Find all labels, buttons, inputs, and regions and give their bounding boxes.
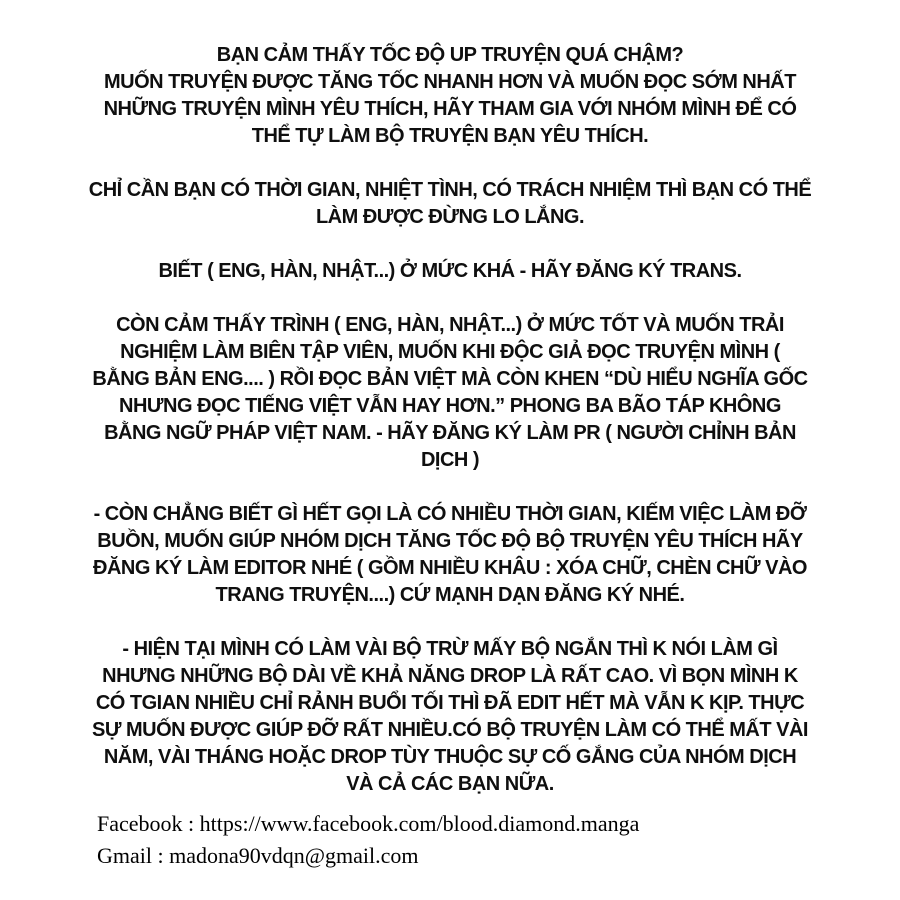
notice-line: NHƯNG ĐỌC TIẾNG VIỆT VẪN HAY HƠN.” PHONG BA BÃO TÁP KHÔNG bbox=[119, 395, 781, 417]
contact-info bbox=[97, 808, 639, 872]
notice-line: TRANG TRUYỆN....) CỨ MẠNH DẠN ĐĂNG KÝ NHÉ. bbox=[215, 584, 685, 606]
notice-paragraph-status bbox=[30, 636, 870, 798]
notice-line: ĐĂNG KÝ LÀM EDITOR NHÉ ( GỒM NHIỀU KHÂU : XÓA CHỮ, CHÈN CHỮ VÀO bbox=[93, 557, 807, 579]
notice-line: LÀM ĐƯỢC ĐỪNG LO LẮNG. bbox=[315, 206, 585, 228]
notice-line: MUỐN TRUYỆN ĐƯỢC TĂNG TỐC NHANH HƠN VÀ MUỐN ĐỌC SỚM NHẤT bbox=[104, 71, 796, 93]
notice-line: NHỮNG TRUYỆN MÌNH YÊU THÍCH, HÃY THAM GIA VỚI NHÓM MÌNH ĐỂ CÓ bbox=[103, 98, 797, 120]
notice-line: NHƯNG NHỮNG BỘ DÀI VỀ KHẢ NĂNG DROP LÀ RẤT CAO. VÌ BỌN MÌNH K bbox=[102, 665, 798, 687]
notice-line: BẠN CẢM THẤY TỐC ĐỘ UP TRUYỆN QUÁ CHẬM? bbox=[216, 44, 684, 66]
notice-line: CÓ TGIAN NHIỀU CHỈ RẢNH BUỔI TỐI THÌ ĐÃ EDIT HẾT MÀ VẪN K KỊP. THỰC bbox=[95, 692, 805, 714]
notice-line: SỰ MUỐN ĐƯỢC GIÚP ĐỠ RẤT NHIỀU.CÓ BỘ TRUYỆN LÀM CÓ THỂ MẤT VÀI bbox=[92, 719, 808, 741]
facebook-url: https://www.facebook.com/blood.diamond.manga bbox=[199, 811, 640, 836]
notice-line: NĂM, VÀI THÁNG HOẶC DROP TÙY THUỘC SỰ CỐ GẮNG CỦA NHÓM DỊCH bbox=[103, 746, 797, 768]
notice-paragraph-intro bbox=[30, 42, 870, 150]
recruitment-notice bbox=[30, 42, 870, 825]
notice-paragraph-translator bbox=[30, 258, 870, 285]
notice-line: BẰNG BẢN ENG.... ) RỒI ĐỌC BẢN VIỆT MÀ CÒN KHEN “DÙ HIỂU NGHĨA GỐC bbox=[92, 368, 808, 390]
gmail-address: madona90vdqn@gmail.com bbox=[169, 843, 419, 868]
notice-line: VÀ CẢ CÁC BẠN NỮA. bbox=[346, 773, 554, 795]
notice-line: BUỒN, MUỐN GIÚP NHÓM DỊCH TĂNG TỐC ĐỘ BỘ TRUYỆN YÊU THÍCH HÃY bbox=[97, 530, 803, 552]
notice-line: DỊCH ) bbox=[420, 449, 480, 471]
notice-line: CHỈ CẦN BẠN CÓ THỜI GIAN, NHIỆT TÌNH, CÓ TRÁCH NHIỆM THÌ BẠN CÓ THỂ bbox=[88, 179, 812, 201]
facebook-contact-line bbox=[97, 808, 639, 840]
notice-line: BẰNG NGỮ PHÁP VIỆT NAM. - HÃY ĐĂNG KÝ LÀM PR ( NGƯỜI CHỈNH BẢN bbox=[104, 422, 796, 444]
gmail-contact-line bbox=[97, 840, 639, 872]
notice-paragraph-proofreader bbox=[30, 312, 870, 474]
facebook-label: Facebook : bbox=[97, 811, 195, 836]
notice-line: CÒN CẢM THẤY TRÌNH ( ENG, HÀN, NHẬT...) Ở MỨC TỐT VÀ MUỐN TRẢI bbox=[116, 314, 784, 336]
notice-paragraph-editor bbox=[30, 501, 870, 609]
notice-line: THỂ TỰ LÀM BỘ TRUYỆN BẠN YÊU THÍCH. bbox=[251, 125, 649, 147]
gmail-label: Gmail : bbox=[97, 843, 164, 868]
notice-line: NGHIỆM LÀM BIÊN TẬP VIÊN, MUỐN KHI ĐỘC GIẢ ĐỌC TRUYỆN MÌNH ( bbox=[120, 341, 780, 363]
notice-line: - CÒN CHẲNG BIẾT GÌ HẾT GỌI LÀ CÓ NHIỀU THỜI GIAN, KIẾM VIỆC LÀM ĐỠ bbox=[93, 503, 807, 525]
notice-line: - HIỆN TẠI MÌNH CÓ LÀM VÀI BỘ TRỪ MẤY BỘ NGẮN THÌ K NÓI LÀM GÌ bbox=[122, 638, 778, 660]
notice-line: BIẾT ( ENG, HÀN, NHẬT...) Ở MỨC KHÁ - HÃY ĐĂNG KÝ TRANS. bbox=[158, 260, 742, 282]
notice-paragraph-requirements bbox=[30, 177, 870, 231]
